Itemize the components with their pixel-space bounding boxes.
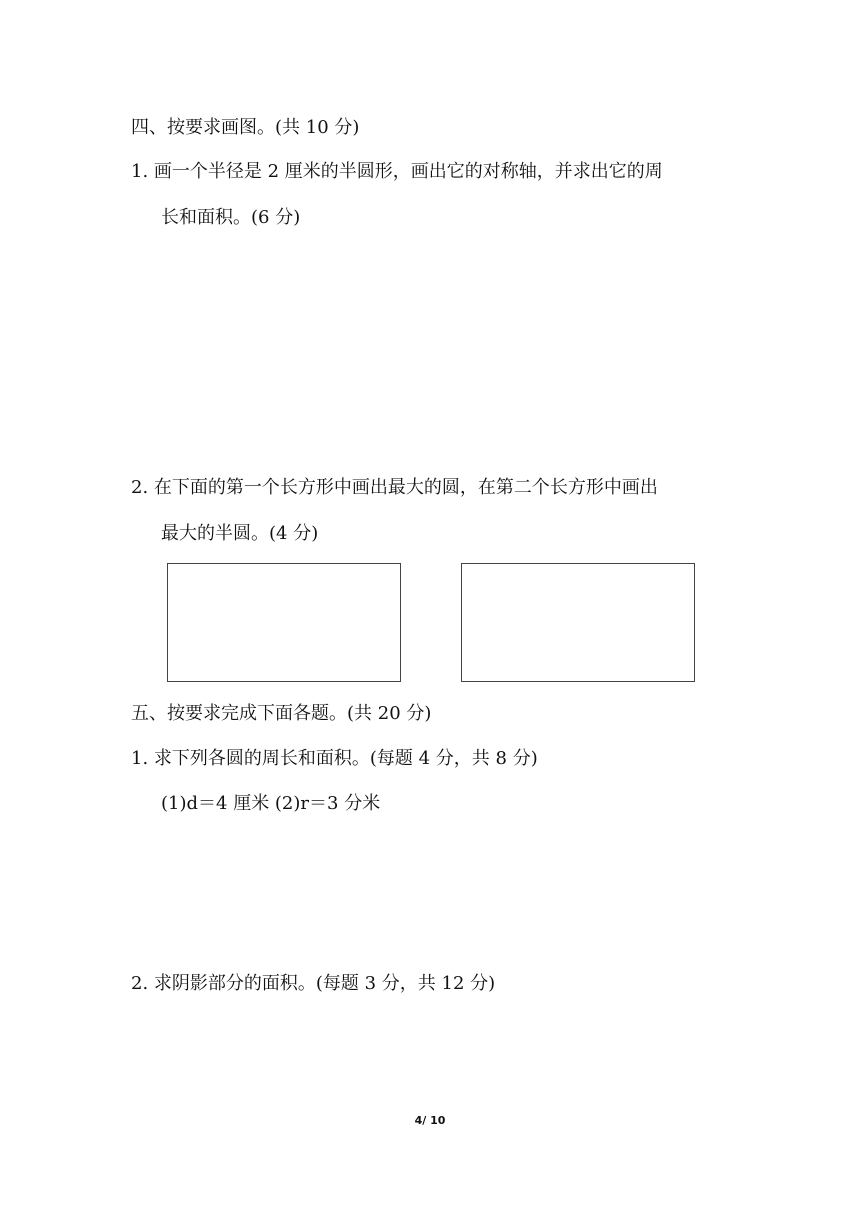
question-4-1-line-2: 长和面积。(6 分) — [161, 207, 301, 228]
question-4-2-line-1: 2. 在下面的第一个长方形中画出最大的圆，在第二个长方形中画出 — [131, 477, 658, 498]
question-4-1-line-1: 1. 画一个半径是 2 厘米的半圆形，画出它的对称轴，并求出它的周 — [131, 161, 663, 182]
drawing-rectangle-1 — [167, 563, 401, 682]
question-5-2-line-1: 2. 求阴影部分的面积。(每题 3 分，共 12 分) — [131, 973, 496, 994]
question-5-1-line-1: 1. 求下列各圆的周长和面积。(每题 4 分，共 8 分) — [131, 748, 538, 769]
section-4-heading: 四、按要求画图。(共 10 分) — [131, 117, 360, 138]
question-5-1-items: (1)d＝4 厘米 (2)r＝3 分米 — [161, 793, 381, 814]
section-5-heading: 五、按要求完成下面各题。(共 20 分) — [131, 703, 432, 724]
page-number: 4/ 10 — [414, 1114, 446, 1127]
question-4-2-line-2: 最大的半圆。(4 分) — [161, 523, 319, 544]
drawing-rectangle-2 — [461, 563, 695, 682]
